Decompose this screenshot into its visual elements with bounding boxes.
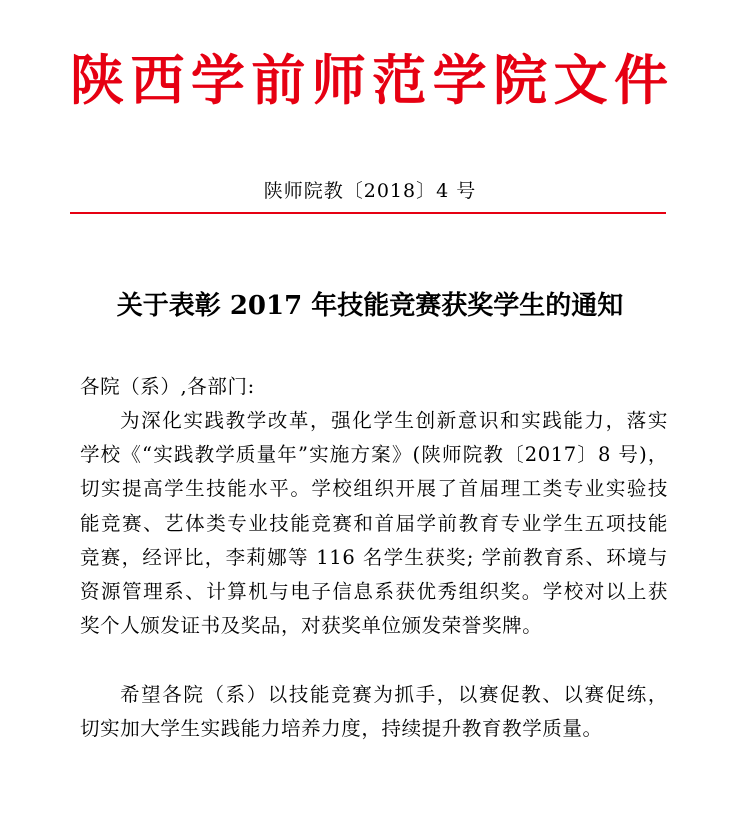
paragraph-1-line-5: 竞赛，经评比，李莉娜等 116 名学生获奖; 学前教育系、环境与	[80, 545, 668, 569]
paragraph-1-line-6: 资源管理系、计算机与电子信息系获优秀组织奖。学校对以上获	[80, 579, 668, 603]
red-divider-line	[70, 212, 666, 214]
paragraph-2	[80, 678, 668, 746]
paragraph-1-line-7: 奖个人颁发证书及奖品，对获奖单位颁发荣誉奖牌。	[80, 614, 543, 638]
org-header-title: 陕西学前师范学院文件	[70, 49, 670, 112]
paragraph-2-line-1: 希望各院（系）以技能竞赛为抓手，以赛促教、以赛促练，	[120, 683, 668, 706]
document-number: 陕师院教〔2018〕4 号	[263, 180, 477, 202]
paragraph-1-line-4: 能竞赛、艺体类专业技能竞赛和首届学前教育专业学生五项技能	[80, 511, 668, 535]
paragraph-2-line-2: 切实加大学生实践能力培养力度，持续提升教育教学质量。	[80, 717, 603, 741]
paragraph-1-line-2: 学校《“实践教学质量年”实施方案》(陕师院教〔2017〕8 号)，	[80, 443, 668, 467]
notice-title: 关于表彰 2017 年技能竞赛获奖学生的通知	[116, 291, 624, 321]
paragraph-1-line-3: 切实提高学生技能水平。学校组织开展了首届理工类专业实验技	[80, 477, 668, 501]
paragraph-1-line-1: 为深化实践教学改革，强化学生创新意识和实践能力，落实	[120, 409, 668, 432]
paragraph-1	[80, 404, 668, 643]
salutation-line: 各院（系）,各部门:	[80, 375, 255, 398]
salutation	[80, 370, 668, 404]
